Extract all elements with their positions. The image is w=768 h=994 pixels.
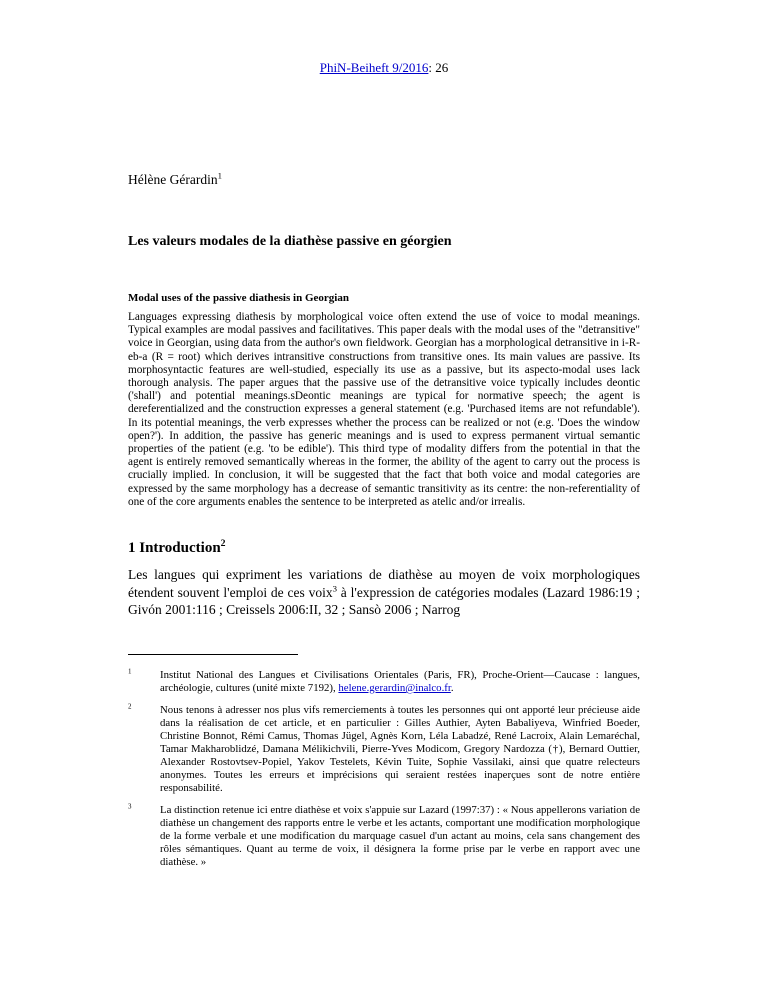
footnote-2 xyxy=(128,704,640,795)
section-heading-introduction xyxy=(128,540,640,557)
intro-footnote-ref: 3 xyxy=(332,583,337,594)
footnote-1-text xyxy=(160,669,640,695)
footnote-2-number: 2 xyxy=(128,702,132,711)
author-name: Hélène Gérardin xyxy=(128,172,218,187)
abstract-body: Languages expressing diathesis by morphological voice often extend the use of voice to modal meanings. Typical examples are modal passives and facilitatives. This paper deals with the modal uses of the "detransitive" voice in Georgian, using data from the author's own fieldwork. Georgian has a morphological detransitive in i-R-eb-a (R = root) which derives intransitive constructions from transitive ones. Its main values are passive. Its morphosyntactic features are well-studied, especially its use as a passive, but its aspecto-modal uses lack thorough analysis. The paper argues that the passive use of the detransitive voice typically includes deontic ('shall') and potential meanings.sDeontic meanings are typical for normative speech; the agent is dereferentialized and the construction expresses a general statement (e.g. 'Purchased items are not refundable'). In its potential meanings, the verb expresses whether the process can be realized or not (e.g. 'Does the window open?'). In addition, the passive has generic meanings and is used to express permanent virtual semantic properties of the patient (e.g. 'to be edible'). This third type of modality differs from the potential in that the agent is entirely removed semantically whereas in the former, the ability of the agent to carry out the process is crucially implied. In conclusion, it will be suggested that the fact that both voice and modal categories are expressed by the same morphology has a decrease of semantic transitivity as its centre: the non-referentiality of one of the core arguments enables the sentence to be interpreted as atelic and/or irrealis. xyxy=(128,311,640,508)
footnote-3-number: 3 xyxy=(128,802,132,811)
abstract-heading: Modal uses of the passive diathesis in Georgian xyxy=(128,292,349,304)
footnote-separator-rule xyxy=(128,654,298,655)
footnote-2-text: Nous tenons à adresser nos plus vifs remerciements à toutes les personnes qui ont apporté leur précieuse aide dans la réalisation de cet article, et en particulier : Gilles Authier, Ayten Babaliyeva, Winfried Boeder, Christine Bonnot, Rémi Camus, Thomas Jügel, Agnès Korn, Léla Labadzé, René Lacroix, Alain Lemaréchal, Tamar Makharoblidzé, Damana Mélikichvili, Pierre-Yves Modicom, Gregory Nardozza (†), Bernard Outtier, Alexander Rostovtsev-Popiel, Yakov Testelets, Kévin Tuite, Sophie Vassilaki, ainsi que quatre relecteurs anonymes. Toutes les erreurs et imprécisions qui seraient restées inaperçues sont de notre entière responsabilité. xyxy=(160,703,640,794)
paper-title: Les valeurs modales de la diathèse passive en géorgien xyxy=(128,234,452,249)
intro-paragraph xyxy=(128,566,640,619)
page-number: : 26 xyxy=(428,60,449,75)
email-link[interactable]: helene.gerardin@inalco.fr xyxy=(338,681,451,694)
footnote-1-text-before-link: Institut National des Langues et Civilisations Orientales (Paris, FR), Proche-Orient—Caucase : langues, archéologie, cultures (unité mixte 7192), xyxy=(160,668,640,694)
footnote-1-number: 1 xyxy=(128,667,132,676)
footnote-3-text: La distinction retenue ici entre diathèse et voix s'appuie sur Lazard (1997:37) : « Nous appellerons variation de diathèse un changement des rapports entre le verbe et les actants, comportant une modification morphologique de la forme verbale et une modification du marquage casuel d'un actant au moins, cela sans changement des rôles sémantiques. Quant au terme de voix, il désignera la forme prise par le verbe en rapport avec une diathèse. » xyxy=(160,803,640,868)
intro-text-part1: Les langues qui expriment les variations de diathèse au moyen de voix morphologiques étendent souvent l'emploi de ces voix xyxy=(128,567,640,600)
journal-link[interactable]: PhiN-Beiheft 9/2016 xyxy=(319,60,429,75)
author-line xyxy=(128,172,640,188)
footnote-1 xyxy=(128,669,640,695)
intro-text-part2: à l'expression de catégories modales (Lazard 1986:19 ; Givón 2001:116 ; Creissels 2006:II, 32 ; Sansò 2006 ; Narrog xyxy=(128,584,640,618)
footnote-3 xyxy=(128,804,640,869)
author-footnote-ref: 1 xyxy=(217,170,222,181)
page-header xyxy=(128,60,640,76)
footnotes-section xyxy=(128,669,640,869)
footnote-1-text-after-link: . xyxy=(450,681,454,694)
section-footnote-ref: 2 xyxy=(220,538,226,550)
section-heading-text: 1 Introduction xyxy=(128,540,221,557)
